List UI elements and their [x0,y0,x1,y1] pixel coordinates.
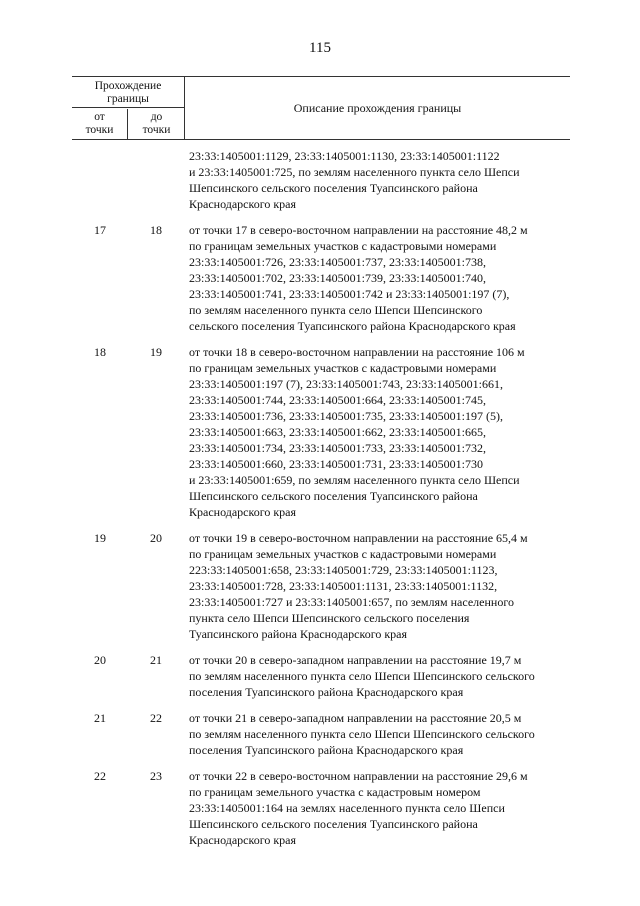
description-cell [189,530,569,642]
description-cell [189,652,569,700]
description-line: 23:33:1405001:726, 23:33:1405001:737, 23:33:1405001:738, [189,255,487,269]
description-line: Туапсинского района Краснодарского края [189,627,408,641]
description-line: от точки 22 в северо-восточном направлении на расстояние 29,6 м [189,769,528,783]
table-row [72,652,570,700]
to-point-cell: 21 [150,653,162,667]
table-header [72,76,570,140]
description-line: поселения Туапсинского района Краснодарского края [189,685,464,699]
description-line: пункта село Шепси Шепсинского сельского поселения [189,611,470,625]
description-line: Краснодарского края [189,505,297,519]
description-line: от точки 21 в северо-западном направлении на расстояние 20,5 м [189,711,522,725]
description-line: 23:33:1405001:197 (7), 23:33:1405001:743, 23:33:1405001:661, [189,377,503,391]
to-point-cell: 23 [150,769,162,783]
from-point-cell: 20 [94,653,106,667]
description-line: по землям населенного пункта село Шепси Шепсинского сельского [189,727,535,741]
page-number: 115 [309,40,331,56]
description-header: Описание прохождения границы [293,100,462,115]
description-cell [189,710,569,758]
description-line: по границам земельного участка с кадастровым номером [189,785,481,799]
to-point-cell: 19 [150,345,162,359]
to-header-line-1: до [150,111,163,123]
description-line: и 23:33:1405001:659, по землям населенного пункта село Шепси [189,473,520,487]
description-line: по землям населенного пункта село Шепси Шепсинского [189,303,483,317]
description-line: по границам земельных участков с кадастровыми номерами [189,547,497,561]
description-line: от точки 20 в северо-западном направлении на расстояние 19,7 м [189,653,522,667]
description-line: от точки 19 в северо-восточном направлении на расстояние 65,4 м [189,531,528,545]
description-line: 23:33:1405001:741, 23:33:1405001:742 и 23:33:1405001:197 (7), [189,287,510,301]
from-header-line-1: от [94,111,105,123]
from-point-cell: 17 [94,223,106,237]
from-point-cell: 21 [94,711,106,725]
header-group-line-1: Прохождение [94,80,162,92]
description-line: 23:33:1405001:660, 23:33:1405001:731, 23:33:1405001:730 [189,457,484,471]
description-line: Шепсинского сельского поселения Туапсинского района [189,181,478,195]
table-row [72,148,570,212]
description-line: 223:33:1405001:658, 23:33:1405001:729, 23:33:1405001:1123, [189,563,498,577]
table-row [72,710,570,758]
from-header-line-2: точки [85,124,114,136]
table-row [72,222,570,334]
description-line: 23:33:1405001:702, 23:33:1405001:739, 23:33:1405001:740, [189,271,487,285]
description-line: по границам земельных участков с кадастровыми номерами [189,239,497,253]
boundary-passage-header [72,77,185,139]
description-line: Краснодарского края [189,833,297,847]
description-line: 23:33:1405001:663, 23:33:1405001:662, 23:33:1405001:665, [189,425,487,439]
table-body [72,148,570,858]
description-cell [189,222,569,334]
description-line: 23:33:1405001:164 на землях населенного пункта село Шепси [189,801,505,815]
description-line: 23:33:1405001:728, 23:33:1405001:1131, 23:33:1405001:1132, [189,579,498,593]
description-cell [189,344,569,520]
boundary-passage-title [72,77,184,108]
description-line: поселения Туапсинского района Краснодарского края [189,743,464,757]
description-line: и 23:33:1405001:725, по землям населенного пункта село Шепси [189,165,520,179]
table-row [72,530,570,642]
to-point-cell: 18 [150,223,162,237]
description-line: 23:33:1405001:727 и 23:33:1405001:657, по землям населенного [189,595,514,609]
description-line: по землям населенного пункта село Шепси Шепсинского сельского [189,669,535,683]
to-point-header [129,109,184,139]
table-row [72,344,570,520]
from-point-cell: 18 [94,345,106,359]
description-line: Краснодарского края [189,197,297,211]
header-group-line-2: границы [107,93,149,105]
description-line: 23:33:1405001:744, 23:33:1405001:664, 23:33:1405001:745, [189,393,487,407]
description-cell [189,148,569,212]
from-point-cell: 19 [94,531,106,545]
to-header-line-2: точки [142,124,171,136]
description-line: Шепсинского сельского поселения Туапсинского района [189,489,478,503]
description-cell [189,768,569,848]
table-row [72,768,570,848]
description-line: от точки 18 в северо-восточном направлении на расстояние 106 м [189,345,525,359]
from-point-header [72,109,128,139]
description-line: по границам земельных участков с кадастровыми номерами [189,361,497,375]
description-line: сельского поселения Туапсинского района Краснодарского края [189,319,516,333]
description-line: от точки 17 в северо-восточном направлении на расстояние 48,2 м [189,223,528,237]
description-line: 23:33:1405001:736, 23:33:1405001:735, 23:33:1405001:197 (5), [189,409,503,423]
description-line: 23:33:1405001:734, 23:33:1405001:733, 23:33:1405001:732, [189,441,487,455]
to-point-cell: 22 [150,711,162,725]
description-line: 23:33:1405001:1129, 23:33:1405001:1130, 23:33:1405001:1122 [189,149,500,163]
description-line: Шепсинского сельского поселения Туапсинского района [189,817,478,831]
to-point-cell: 20 [150,531,162,545]
from-point-cell: 22 [94,769,106,783]
